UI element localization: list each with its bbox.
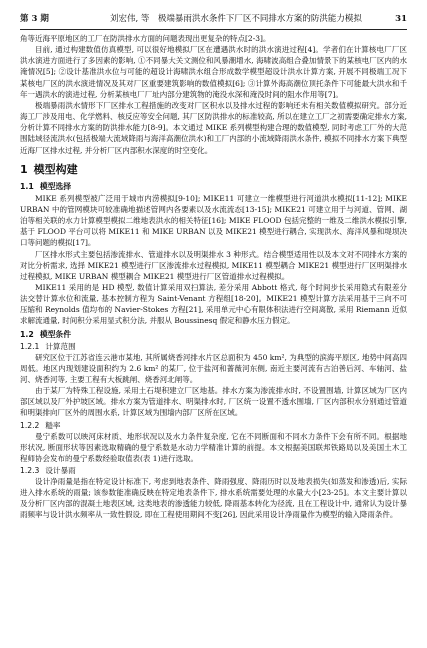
- page-number: 31: [395, 14, 407, 24]
- intro-tail-paragraph: 角等近海平原地区的工厂在防洪排水方面的问题表现出更复杂的特点[2-3]。: [20, 34, 271, 43]
- header-rule: [20, 29, 407, 30]
- subsection-number: 1.1: [20, 181, 34, 191]
- subsubsection-heading: [20, 341, 407, 352]
- body-paragraph: 曼宁系数可以映河床材质、地形状况以及水力条件复杂度, 它在不同断面和不同水力条件下会有所不同。根据地形状况, 断面形状等因素选取精确的曼宁系数是水动力学精准计算的前提。本文根据美国联邦铁路局以及美国土木工程师协会发布的曼宁系数经验取值表(表 1)进行选取。: [20, 431, 407, 463]
- subsection-heading: [20, 181, 407, 192]
- running-header: [20, 6, 407, 26]
- subsubsection-number: 1.2.3: [20, 466, 40, 475]
- subsubsection-number: 1.2.1: [20, 341, 40, 351]
- running-title: 刘宏伟, 等 极端暴雨洪水条件下厂区不同排水方案的防洪能力模拟: [110, 14, 362, 24]
- subsection-number: 1.2: [20, 329, 34, 339]
- section-heading: [20, 163, 407, 177]
- subsection-heading: [20, 329, 407, 340]
- body-paragraph: 厂区排水形式主要包括渗流排水、管道排水以及明渠排水 3 种形式。结合模型适用性以及本文对不同排水方案的对比分析需求, 选择 MIKE21 模型进行厂区渗流排水过程模拟, MIKE11 模型耦合 MIKE21 模型进行厂区明渠排水过程模拟, MIKE URBAN 模型耦合 MIKE21 模型进行厂区管道排水过程模拟。: [20, 249, 407, 281]
- body-paragraph: 设计净雨量是指在特定设计标准下, 考虑到地表条件、降雨强度、降雨历时以及地表损失(如蒸发和渗透)后, 实际进入排水系统的雨量; 该参数能准确反映在特定地表条件下, 排水系统需要处理的水量大小[23-25]。本文主要计算以及分析厂区内部的混凝土地表区域, 这类地表的渗透能力较低, 降雨基本转化为径流, 且在工程设计中, 通常认为设计暴雨频率与设计洪水频率从一致性假设, 即在工程使用期间不变[26], 因此采用设计净雨量作为模型的输入降雨条件。: [20, 477, 407, 520]
- body-paragraph: MIKE 系列模型被广泛用于城市内涝模拟[9-10]; MIKE11 可建立一维模型进行河道洪水模拟[11-12]; MIKE URBAN 中的管网模块可较准确地描述管网内各要素以及水流流态[13-15]; MIKE21 可建立用于与河道、管网、湖泊等相关联的水力计算模型模拟二维地表洪水的相关特征[16]; MIKE FLOOD 包括完整的一维及二维洪水模拟引擎, 基于 FLOOD 平台可以将 MIKE11 和 MIKE URBAN 以及 MIKE21 模型进行耦合, 实现洪水、海洋风暴和堤坝决口等问题的模拟[17]。: [20, 193, 407, 248]
- subsubsection-title: 设计暴雨: [45, 466, 76, 475]
- body-paragraph: 目前, 通过构建数值仿真模型, 可以很好地模拟厂区在遭遇洪水时的洪水演进过程[4]。学者们在计算核电厂厂区洪水演进方面进行了多因素的影响, ①不同暴大关文测位和风暴潮增水, 海啸波高组合叠加情景下的某核电厂区内的水淹情况[5]; ②设计基准洪水位与可能的超设计海啸洪水组合形成数学模型超设计洪水计算方案, 开展不同极端工况下某核电厂区的洪水演进情况及其对厂区重要建筑影响的数值模拟[6]; ③计算外海高潮位顶托条件下可能最大洪水和千年一遇洪水的演进过程, 分析某核电厂厂址内部分建筑物的淹没水深和淹没时间的阻水作用等[7]。: [20, 45, 407, 99]
- subsection-title: 模型条件: [39, 329, 71, 339]
- body-paragraph: 极端暴雨洪水情形下厂区排水工程措施的改变对厂区积水以及排水过程的影响还未有相关数值模拟研究。部分近海工厂涉及用电、化学燃料、核反应等安全问题, 其厂区防洪排水的标准较高, 所以在建立工厂之初需要确定排水方案, 分析计算不同排水方案的防洪排水能力[8-9]。本文通过 MIKE 系列模型构建合理的数值模型, 同时考虑工厂外的大范围陆域径流洪水(包括极端大流域降雨与海洋高潮位洪水)和工厂内部的小流域降雨洪水条件, 模拟不同排水方案下典型近海厂区排水过程, 并分析厂区内部积水深度的时空变化。: [20, 100, 407, 155]
- body-paragraph: 研究区位于江苏省连云港市某地, 其所属烧香河排水片区总面积为 450 km², 为典型的滨海平原区, 地势中间高四周低。地区内现划建设面积约为 2.6 km² 的某厂, 位于盐河和蔷薇河东侧, 南近主要河流有古泊善后河、车轴河、盐河、烧香河等, 主要工程有大板跳闸、烧香河北闸等。: [20, 352, 407, 384]
- subsubsection-title: 计算范围: [45, 341, 76, 351]
- subsubsection-number: 1.2.2: [20, 420, 40, 430]
- subsubsection-heading: [20, 465, 407, 476]
- section-number: 1: [20, 162, 28, 176]
- subsubsection-heading: [20, 420, 407, 431]
- body-paragraph: 由于某厂为特殊工程设施, 采用土石堤积建立厂区地基。排水方案为渗流排水时, 不设置围墙, 计算区域为厂区内部区域以及厂外护坡区域。排水方案为管道排水、明渠排水时, 厂区统一设置不透水围墙, 厂区内部积水分别通过管道和明渠排向厂区外的周围水系, 计算区域为围墙内部厂区所在区域。: [20, 386, 407, 418]
- body-paragraph: MIKE11 采用的是 HD 模型, 数值计算采用双扫算法, 差分采用 Abbott 格式, 每个时间步长采用隐式有限差分法交替计算水位和流量, 基本控制方程为 Saint-Venant 方程组[18-20]。MIKE21 模型计算方法采用基于三向不可压缩和 Reynolds 值均布的 Navier-Stokes 方程[21], 采用单元中心有限体积法进行空间离散, 采用 Riemann 近似求解流通量, 时间积分采用显式积分法, 并服从 Boussinesq 假定和静水压力假定。: [20, 282, 407, 326]
- issue-label: 第 3 期: [20, 14, 49, 24]
- section-title: 模型构建: [33, 162, 78, 176]
- subsection-title: 模型选择: [39, 181, 71, 191]
- subsubsection-title: 糙率: [45, 420, 61, 430]
